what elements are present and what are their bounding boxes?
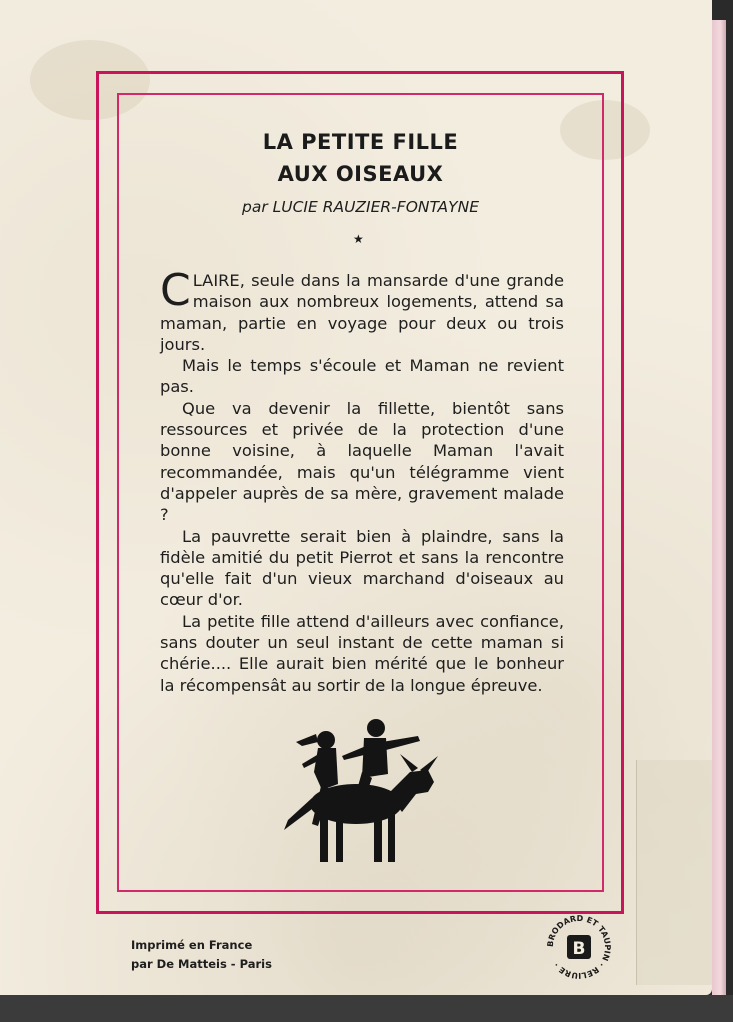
children-on-donkey-silhouette-icon bbox=[278, 712, 448, 872]
synopsis-text bbox=[160, 265, 564, 696]
book-spine-edge bbox=[712, 20, 726, 995]
synopsis-paragraph: La pauvrette serait bien à plaindre, sans la fidèle amitié du petit Pierrot et sans la rencontre qu'elle fait d'un vieux marchand d'oiseaux au cœur d'or. bbox=[160, 526, 564, 610]
synopsis-paragraph: Que va devenir la fillette, bientôt sans ressources et privée de la protection d'une bonne voisine, à laquelle Maman l'avait recommandée, mais qu'un télégramme vient d'appeler auprès de sa mère, gravement malade ? bbox=[160, 398, 564, 525]
drop-cap: C bbox=[160, 265, 191, 316]
svg-text:BRODARD ET TAUPIN · RELIURE ·: BRODARD ET TAUPIN · RELIURE · bbox=[545, 913, 613, 981]
imprint-line: par De Matteis - Paris bbox=[131, 957, 272, 971]
imprint-line: Imprimé en France bbox=[131, 938, 253, 952]
star-separator: ★ bbox=[353, 232, 364, 246]
brodard-taupin-logo-icon bbox=[544, 912, 614, 982]
background-surface bbox=[0, 995, 733, 1022]
svg-text:B: B bbox=[572, 939, 586, 959]
synopsis-paragraph: La petite fille attend d'ailleurs avec confiance, sans douter un seul instant de cette maman si chérie.... Elle aurait bien mérité que le bonheur la récompensât au sortir de la longue épreuve. bbox=[160, 611, 564, 695]
author-line: par LUCIE RAUZIER-FONTAYNE bbox=[241, 198, 479, 216]
synopsis-paragraph: Mais le temps s'écoule et Maman ne revient pas. bbox=[160, 356, 564, 397]
book-title-line-1: LA PETITE FILLE bbox=[262, 130, 459, 154]
torn-label bbox=[636, 760, 713, 985]
book-title-line-2: AUX OISEAUX bbox=[277, 162, 444, 186]
synopsis-paragraph: CLAIRE, seule dans la mansarde d'une grande maison aux nombreux logements, attend sa maman, partie en voyage pour deux ou trois jours. bbox=[160, 265, 564, 354]
printer-imprint bbox=[131, 936, 272, 974]
